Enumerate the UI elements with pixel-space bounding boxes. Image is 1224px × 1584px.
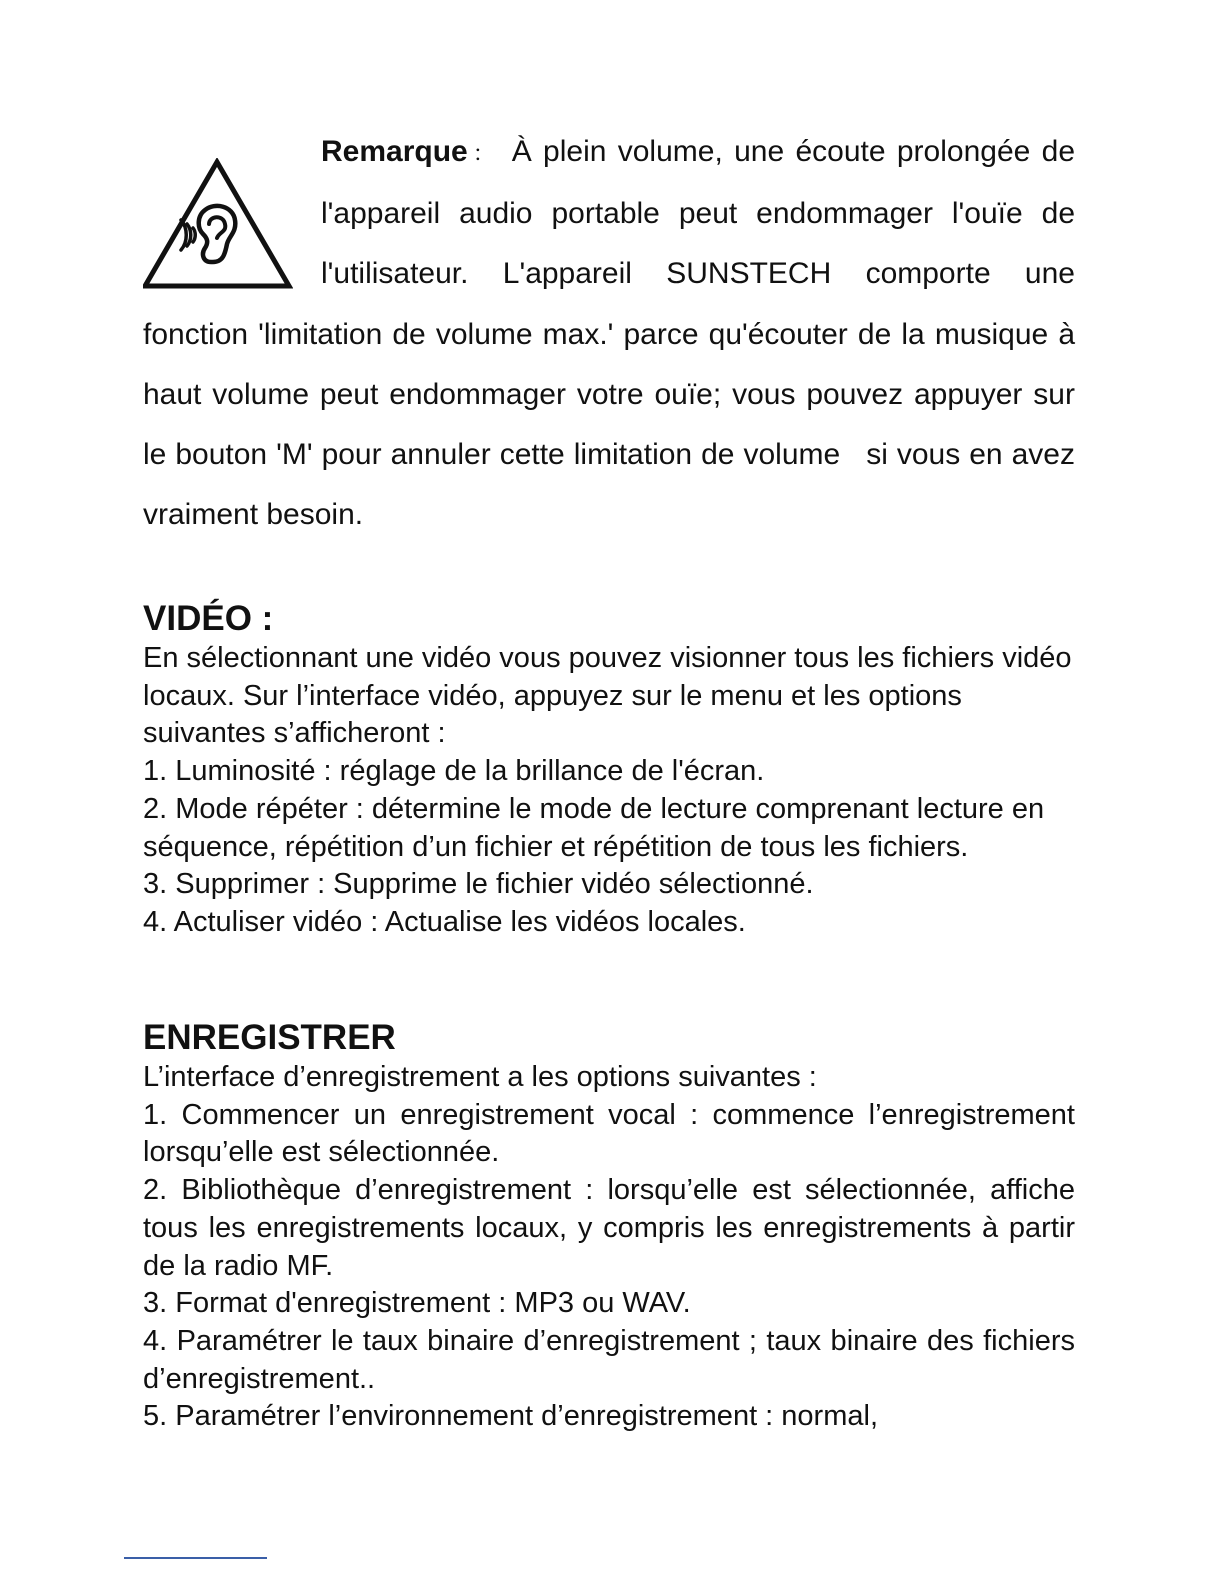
record-item-1: 1. Commencer un enregistrement vocal : commence l’enregistrement lorsqu’elle est sélectionnée. (143, 1098, 1075, 1169)
record-title: ENREGISTRER (143, 1018, 396, 1057)
video-item-4: 4. Actuliser vidéo : Actualise les vidéos locales. (143, 905, 746, 938)
record-item-4: 4. Paramétrer le taux binaire d’enregistrement ; taux binaire des fichiers d’enregistrement.. (143, 1324, 1075, 1395)
hearing-warning-icon (143, 122, 321, 302)
video-intro: En sélectionnant une vidéo vous pouvez visionner tous les fichiers vidéo locaux. Sur l’interface vidéo, appuyez sur le menu et les options suivantes s’afficheront : (143, 642, 1072, 750)
video-item-3: 3. Supprimer : Supprime le fichier vidéo sélectionné. (143, 868, 814, 901)
record-intro: L’interface d’enregistrement a les options suivantes : (143, 1061, 817, 1093)
video-title: VIDÉO : (143, 599, 274, 638)
warning-text: À plein volume, une écoute prolongée de l'appareil audio portable peut endommager l'ouïe de l'utilisateur. L'appareil SUNSTECH comporte une fonction 'limitation de volume max.' parce qu'écouter de la musique à haut volume peut endommager votre ouïe; vous pouvez appuyer sur le bouton 'M' pour annuler cette limitation de volume (143, 135, 1075, 472)
warning-text-end: si vous en avez vraiment besoin. (143, 438, 1075, 532)
video-item-2: 2. Mode répéter : détermine le mode de lecture comprenant lecture en séquence, répétition d’un fichier et répétition de tous les fichiers. (143, 792, 1045, 863)
record-body (143, 1059, 1075, 1436)
remark-separator: ： (469, 141, 498, 166)
remark-label: Remarque (321, 135, 468, 168)
video-body (143, 640, 1075, 942)
video-item-1: 1. Luminosité : réglage de la brillance de l'écran. (143, 755, 765, 788)
video-section (143, 598, 1075, 942)
warning-note (143, 122, 1075, 545)
record-item-2: 2. Bibliothèque d’enregistrement : lorsqu’elle est sélectionnée, affiche tous les enregistrements locaux, y compris les enregistrements à partir de la radio MF. (143, 1174, 1075, 1282)
record-item-5: 5. Paramétrer l’environnement d’enregistrement : normal, (143, 1400, 878, 1433)
footer-divider (124, 1557, 267, 1559)
record-item-3: 3. Format d'enregistrement : MP3 ou WAV. (143, 1287, 691, 1320)
record-section (143, 1017, 1075, 1436)
